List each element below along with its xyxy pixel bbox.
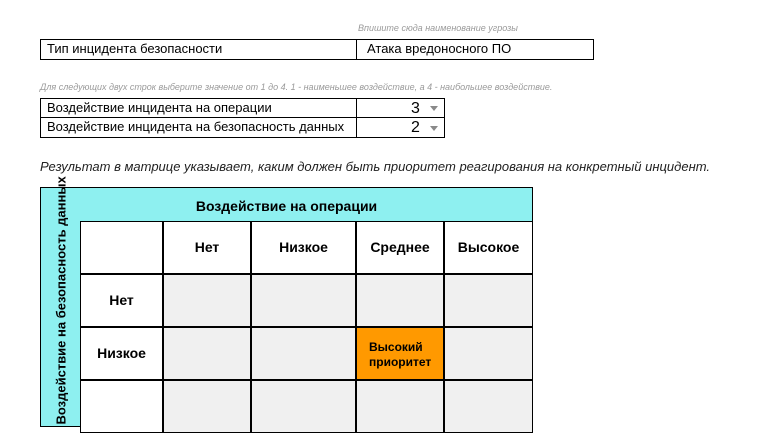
data-security-impact-label: Воздействие инцидента на безопасность данных xyxy=(41,118,357,137)
priority-result-line1: Высокий xyxy=(369,340,423,354)
matrix-title: Воздействие на операции xyxy=(195,198,378,214)
incident-type-label: Тип инцидента безопасности xyxy=(41,40,357,59)
operations-impact-dropdown-icon[interactable] xyxy=(430,106,438,111)
priority-result-cell xyxy=(356,327,444,380)
data-security-impact-dropdown-icon[interactable] xyxy=(430,126,438,131)
matrix-cell xyxy=(444,274,533,327)
priority-matrix xyxy=(40,176,533,427)
operations-impact-label: Воздействие инцидента на операции xyxy=(41,99,357,117)
data-security-impact-row xyxy=(40,117,445,138)
row-header-medium xyxy=(80,380,163,433)
col-header-low: Низкое xyxy=(251,221,356,274)
matrix-vertical-label-text: Воздействие на безопасность данных xyxy=(53,176,69,425)
col-header-medium: Среднее xyxy=(356,221,444,274)
scale-hint: Для следующих двух строк выберите значение от 1 до 4. 1 - наименьшее воздействие, а 4 - наибольшее воздействие. xyxy=(40,82,553,92)
matrix-cell xyxy=(163,380,251,433)
matrix-cell xyxy=(356,380,444,433)
result-note: Результат в матрице указывает, каким должен быть приоритет реагирования на конкретный инцидент. xyxy=(40,159,711,174)
matrix-vertical-label xyxy=(41,176,81,426)
matrix-cell xyxy=(163,327,251,380)
col-header-none: Нет xyxy=(163,221,251,274)
threat-name-hint: Впишите сюда наименование угрозы xyxy=(358,23,518,33)
operations-impact-row xyxy=(40,98,445,118)
matrix-cell xyxy=(444,327,533,380)
incident-type-row xyxy=(40,39,594,60)
data-security-impact-select[interactable]: 2 xyxy=(411,119,420,136)
incident-type-input[interactable]: Атака вредоносного ПО xyxy=(367,41,512,56)
matrix-cell xyxy=(444,380,533,433)
matrix-grid xyxy=(81,222,533,432)
matrix-cell xyxy=(251,274,356,327)
col-header-high: Высокое xyxy=(444,221,533,274)
row-header-low: Низкое xyxy=(80,327,163,380)
row-header-none: Нет xyxy=(80,274,163,327)
matrix-corner-cell xyxy=(80,221,163,274)
matrix-cell xyxy=(251,380,356,433)
matrix-cell xyxy=(356,274,444,327)
matrix-cell xyxy=(251,327,356,380)
matrix-cell xyxy=(163,274,251,327)
operations-impact-select[interactable]: 3 xyxy=(411,100,420,117)
priority-result-line2: приоритет xyxy=(369,355,432,369)
